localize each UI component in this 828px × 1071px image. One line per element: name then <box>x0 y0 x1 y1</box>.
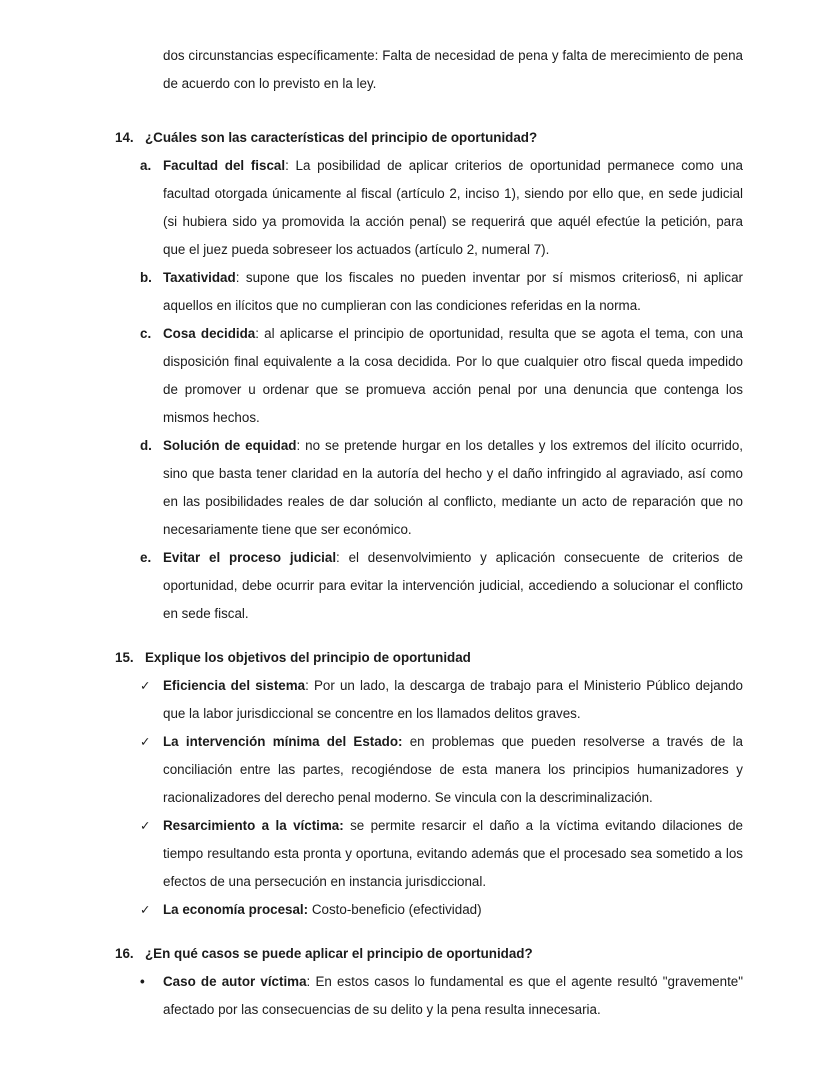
item-text <box>163 896 743 924</box>
item-marker: c. <box>140 326 152 341</box>
list-item-bullet-1 <box>140 968 828 1024</box>
item-body: : La posibilidad de aplicar criterios de oportunidad permanece como una facultad otorgada únicamente al fiscal (artículo 2, inciso 1), siendo por ello que, en sede judicial (si hubiera sido ya promovida la acción penal) se requerirá que aquél efectúe la petición, para que el juez pueda sobreseer los actuados (artículo 2, numeral 7). <box>163 158 743 257</box>
item-term: Caso de autor víctima <box>163 974 307 989</box>
heading-number: 15. <box>115 650 134 665</box>
checkmark-icon: ✓ <box>140 735 151 749</box>
item-term: Evitar el proceso judicial <box>163 550 337 565</box>
checkmark-icon: ✓ <box>140 903 151 917</box>
item-body: : al aplicarse el principio de oportunidad, resulta que se agota el tema, con una disposición final equivalente a la cosa decidida. Por lo que cualquier otro fiscal queda impedido de promover u ordenar que se promueva acción penal por una denuncia que contenga los mismos hechos. <box>163 326 743 425</box>
item-body: Costo-beneficio (efectividad) <box>308 902 482 917</box>
item-text <box>163 544 743 628</box>
item-text <box>163 264 743 320</box>
item-text <box>163 812 743 896</box>
section-14-heading <box>115 124 828 152</box>
heading-title: ¿Cuáles son las características del principio de oportunidad? <box>145 130 538 145</box>
list-item-check-1 <box>140 672 828 728</box>
item-term: La economía procesal: <box>163 902 309 917</box>
list-item-a <box>140 152 828 264</box>
list-item-d <box>140 432 828 544</box>
item-body: se permite resarcir el daño a la víctima evitando dilaciones de tiempo resultando esta pronta y oportuna, evitando además que el procesado sea sometido a los efectos de una persecución en instancia jurisdiccional. <box>163 818 743 889</box>
item-body: : no se pretende hurgar en los detalles y los extremos del ilícito ocurrido, sino que basta tener claridad en la autoría del hecho y el daño infringido al agraviado, así como en las posibilidades reales de dar solución al conflicto, mediante un acto de reparación que no necesariamente tiene que ser económico. <box>163 438 743 537</box>
checkmark-icon: ✓ <box>140 819 151 833</box>
item-text <box>163 672 743 728</box>
list-item-check-3 <box>140 812 828 896</box>
item-term: Facultad del fiscal <box>163 158 286 173</box>
list-item-c <box>140 320 828 432</box>
section-16 <box>0 940 828 1024</box>
item-marker: d. <box>140 438 152 453</box>
item-marker: b. <box>140 270 152 285</box>
item-term: Solución de equidad <box>163 438 297 453</box>
intro-paragraph: dos circunstancias específicamente: Falta de necesidad de pena y falta de merecimiento de pena de acuerdo con lo previsto en la ley. <box>163 48 743 91</box>
item-text <box>163 152 743 264</box>
item-body: : el desenvolvimiento y aplicación consecuente de criterios de oportunidad, debe ocurrir para evitar la intervención judicial, accediendo a solucionar el conflicto en sede fiscal. <box>163 550 743 621</box>
item-term: Cosa decidida <box>163 326 256 341</box>
list-item-e <box>140 544 828 628</box>
heading-number: 14. <box>115 130 134 145</box>
section-15-heading <box>115 644 828 672</box>
item-term: Resarcimiento a la víctima: <box>163 818 344 833</box>
item-body: : supone que los fiscales no pueden inventar por sí mismos criterios6, ni aplicar aquellos en ilícitos que no cumplieran con las condiciones referidas en la norma. <box>163 270 743 313</box>
section-16-heading <box>115 940 828 968</box>
item-text <box>163 968 743 1024</box>
list-item-b <box>140 264 828 320</box>
bullet-icon: • <box>140 974 145 989</box>
section-15 <box>0 644 828 924</box>
item-term: Eficiencia del sistema <box>163 678 306 693</box>
heading-number: 16. <box>115 946 134 961</box>
item-text <box>163 320 743 432</box>
checkmark-icon: ✓ <box>140 679 151 693</box>
item-marker: e. <box>140 550 152 565</box>
item-text <box>163 728 743 812</box>
item-body: : En estos casos lo fundamental es que el agente resultó "gravemente" afectado por las consecuencias de su delito y la pena resulta innecesaria. <box>163 974 743 1017</box>
heading-title: Explique los objetivos del principio de oportunidad <box>145 650 471 665</box>
item-body: : Por un lado, la descarga de trabajo para el Ministerio Público dejando que la labor jurisdiccional se concentre en los llamados delitos graves. <box>163 678 743 721</box>
item-body: en problemas que pueden resolverse a través de la conciliación entre las partes, recogiéndose de esta manera los principios humanizadores y racionalizadores del derecho penal moderno. Se vincula con la descriminalización. <box>163 734 743 805</box>
item-term: Taxatividad <box>163 270 236 285</box>
list-item-check-2 <box>140 728 828 812</box>
section-14 <box>0 124 828 628</box>
item-text <box>163 432 743 544</box>
list-item-check-4 <box>140 896 828 924</box>
item-marker: a. <box>140 158 152 173</box>
item-term: La intervención mínima del Estado: <box>163 734 403 749</box>
heading-title: ¿En qué casos se puede aplicar el principio de oportunidad? <box>145 946 533 961</box>
